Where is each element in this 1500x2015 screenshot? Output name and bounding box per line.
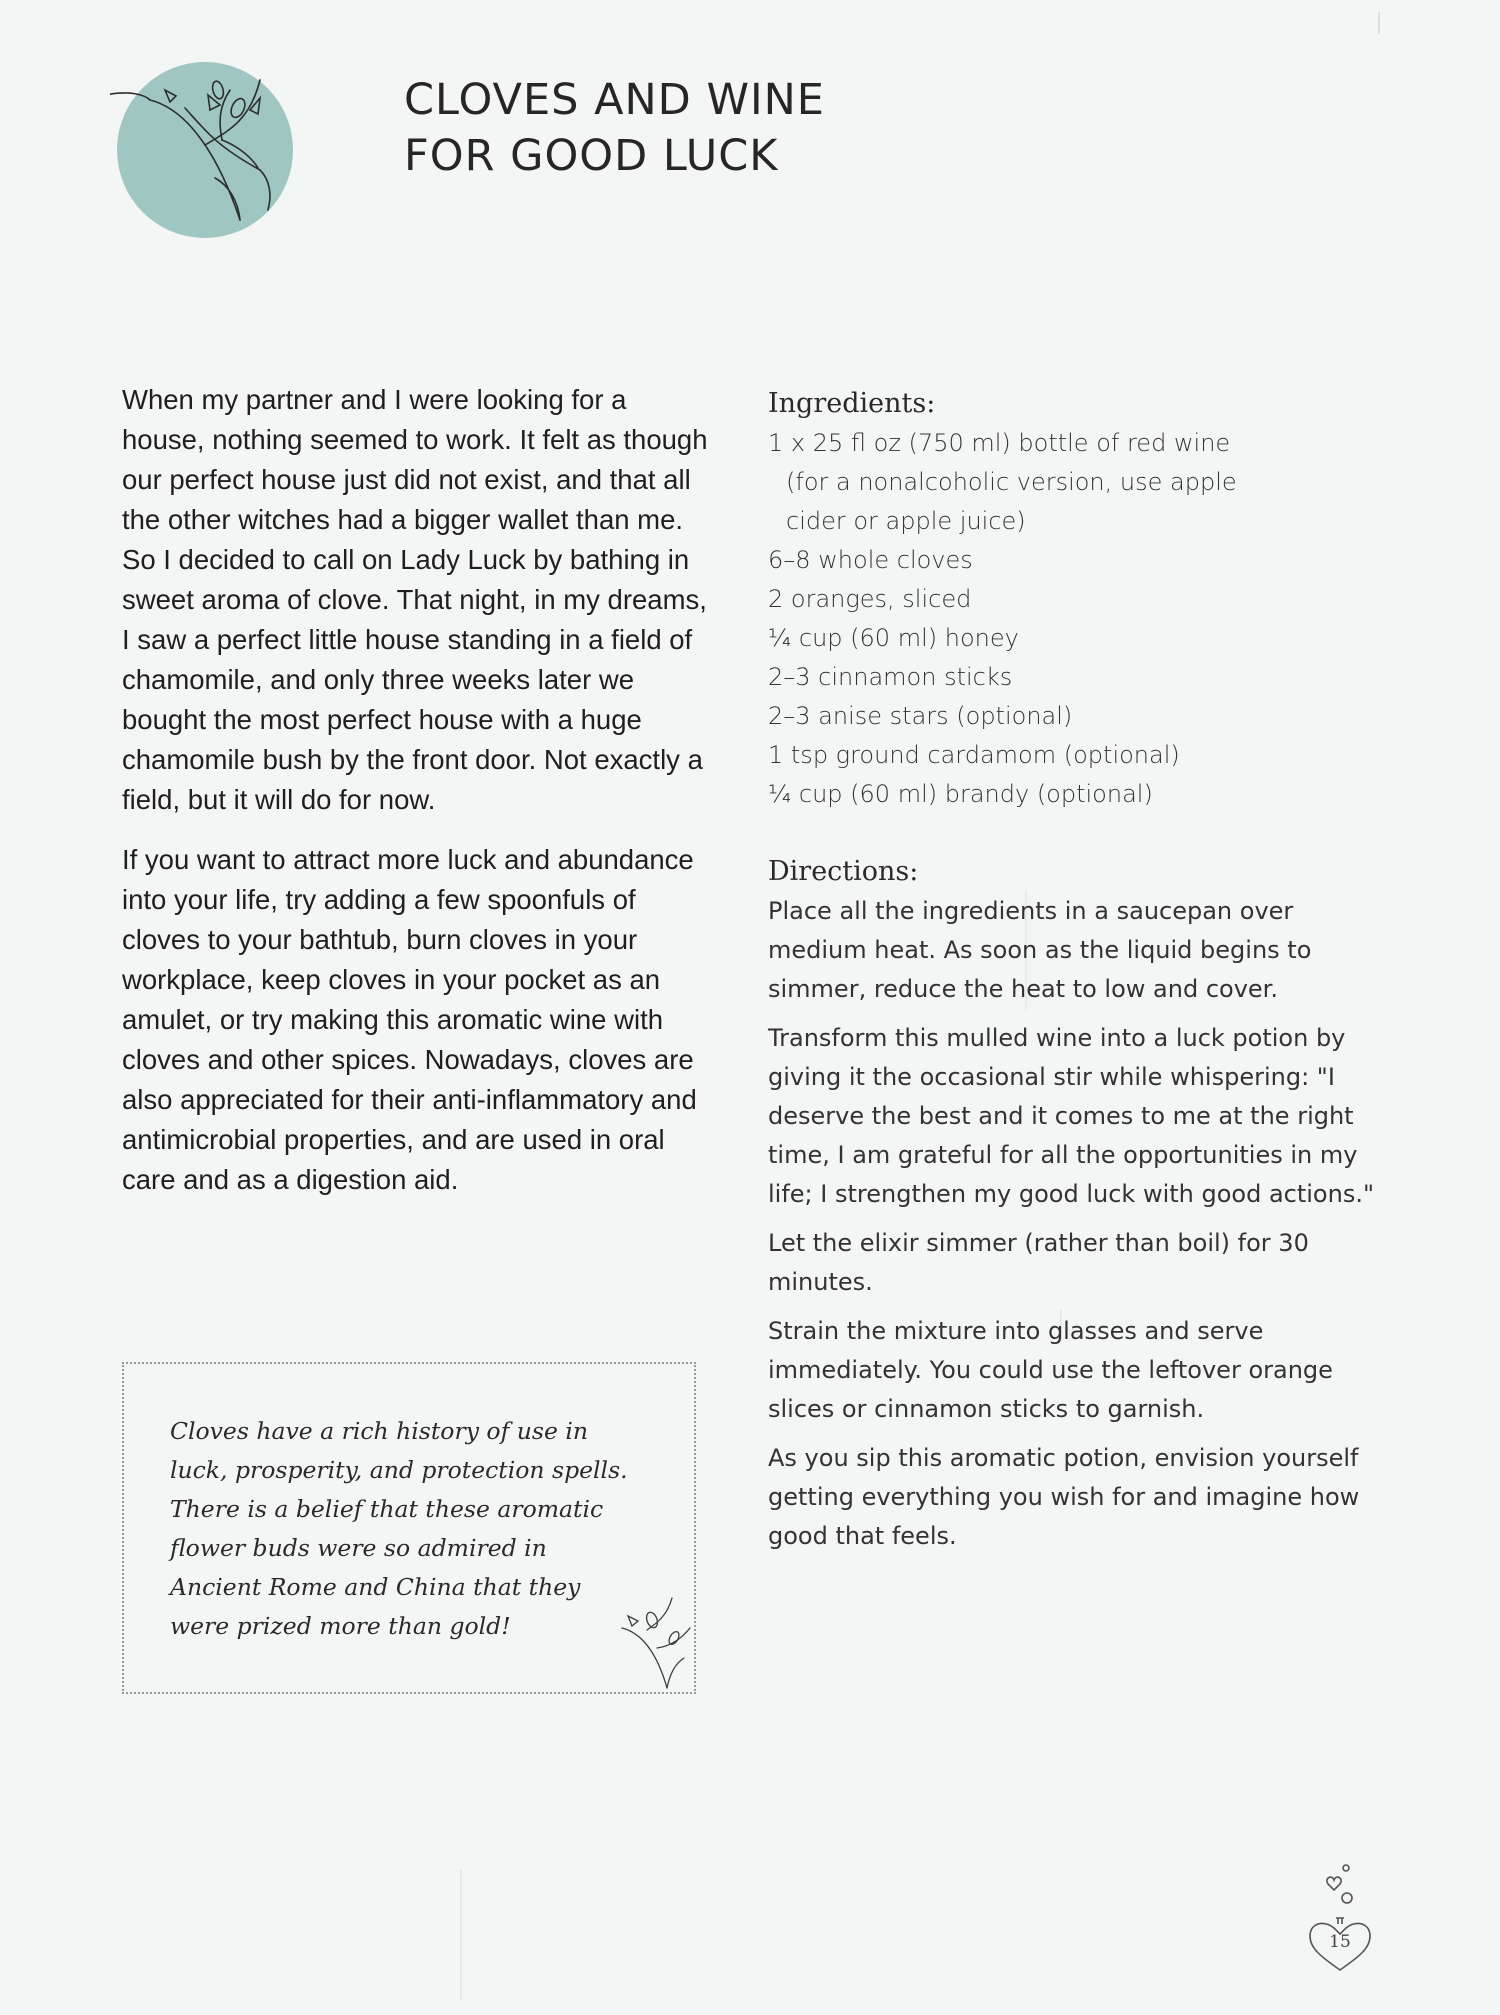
intro-paragraph-1: When my partner and I were looking for a house, nothing seemed to work. It felt as though our perfect house just did not exist, and that all the other witches had a bigger wallet than me. So I decided to call on Lady Luck by bathing in sweet aroma of clove. That night, in my dreams, I saw a perfect little house standing in a field of chamomile, and only three weeks later we bought the most perfect house with a huge chamomile bush by the front door. Not exactly a field, but it will do for now.: [122, 384, 708, 815]
intro-paragraph-2: If you want to attract more luck and abundance into your life, try adding a few spoonfuls of cloves to your bathtub, burn cloves in your workplace, keep cloves in your pocket as an amulet, or try making this aromatic wine with cloves and other spices. Nowadays, cloves are also appreciated for their anti-inflammatory and antimicrobial properties, and are used in oral care and as a digestion aid.: [122, 844, 697, 1195]
clove-sprig-circle-icon: [110, 50, 310, 250]
ingredient-item: 1 tsp ground cardamom (optional): [768, 741, 1180, 769]
intro-column: [122, 380, 712, 1220]
page-number-badge: [1300, 1860, 1380, 1980]
ingredient-item: cider or apple juice): [786, 507, 1026, 535]
heart-potion-icon: [1300, 1860, 1380, 1980]
ingredient-item: 2–3 anise stars (optional): [768, 702, 1073, 730]
direction-step: Strain the mixture into glasses and serve immediately. You could use the leftover orange slices or cinnamon sticks to garnish.: [768, 1317, 1333, 1423]
ingredient-item: 2 oranges, sliced: [768, 585, 972, 613]
paper-speck: [460, 1870, 462, 2000]
directions-heading: Directions:: [768, 856, 919, 887]
recipe-column: [768, 384, 1388, 1566]
fact-callout-box: [122, 1362, 696, 1694]
direction-step: Place all the ingredients in a saucepan over medium heat. As soon as the liquid begins to simmer, reduce the heat to low and cover.: [768, 897, 1312, 1003]
paper-speck: [1378, 12, 1380, 34]
ingredient-item: (for a nonalcoholic version, use apple: [786, 468, 1237, 496]
ingredients-heading: Ingredients:: [768, 388, 936, 419]
ingredient-item: 1 x 25 fl oz (750 ml) bottle of red wine: [768, 429, 1231, 457]
direction-step: Transform this mulled wine into a luck potion by giving it the occasional stir while whispering: "I deserve the best and it comes to me at the right time, I am grateful for all the opportunities in my life; I strengthen my good luck with good actions.": [768, 1024, 1374, 1208]
page-title: [404, 72, 825, 184]
callout-text: Cloves have a rich history of use in luck, prosperity, and protection spells. There is a belief that these aromatic flower buds were so admired in Ancient Rome and China that they were prized more than gold!: [170, 1417, 628, 1640]
clove-sprig-icon: [612, 1588, 702, 1698]
ingredient-item: ¼ cup (60 ml) brandy (optional): [768, 780, 1153, 808]
page-number: 15: [1329, 1932, 1351, 1952]
ingredients-list: [768, 424, 1388, 814]
ingredient-item: 6–8 whole cloves: [768, 546, 973, 574]
title-line-2: FOR GOOD LUCK: [404, 131, 779, 181]
ingredient-item: ¼ cup (60 ml) honey: [768, 624, 1019, 652]
title-line-1: CLOVES AND WINE: [404, 75, 825, 125]
ingredient-item: 2–3 cinnamon sticks: [768, 663, 1013, 691]
direction-step: As you sip this aromatic potion, envision yourself getting everything you wish for and imagine how good that feels.: [768, 1444, 1360, 1550]
direction-step: Let the elixir simmer (rather than boil) for 30 minutes.: [768, 1229, 1309, 1296]
